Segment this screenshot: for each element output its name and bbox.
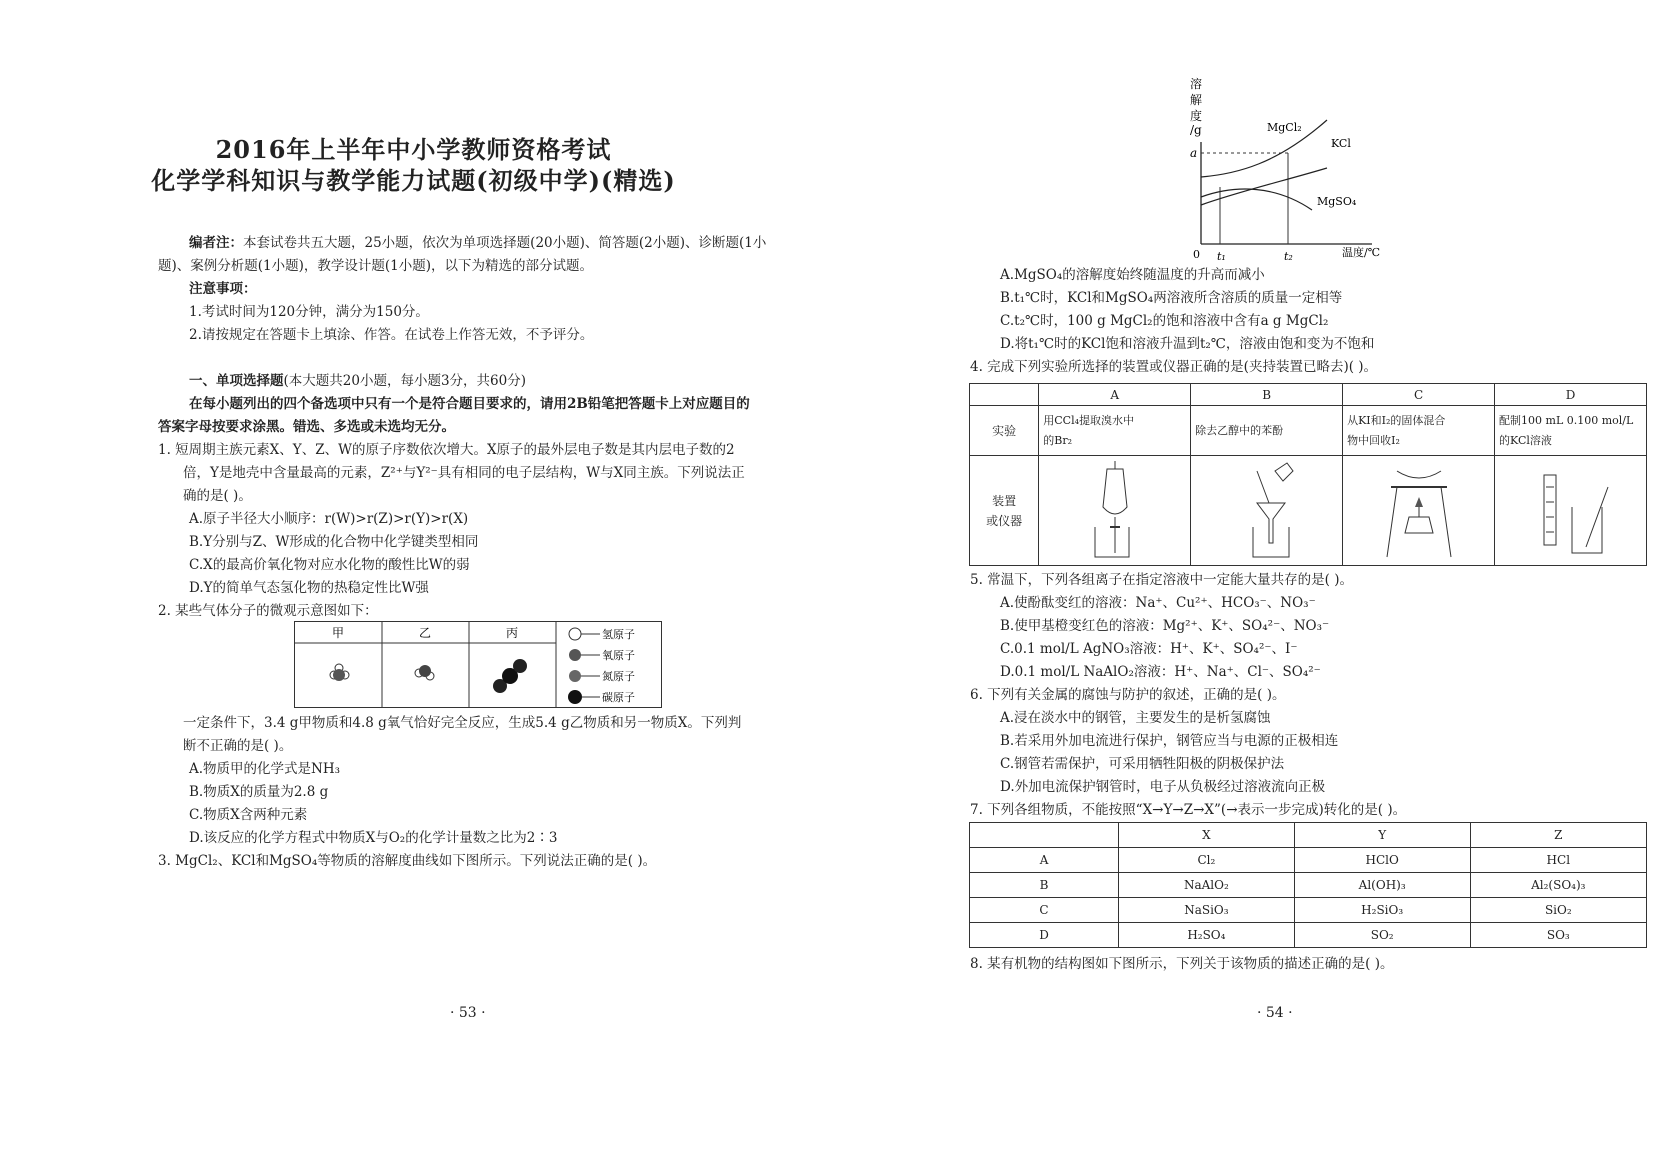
editor-note-text: 本套试卷共五大题，25小题，依次为单项选择题(20小题)、简答题(2小题)、诊断题(1小 [243,235,767,251]
legend-carbon: 碳原子 [602,691,635,704]
separatory-funnel-icon [1065,457,1165,561]
legend-hydrogen: 氢原子 [602,628,635,641]
q2-stem: 2. 某些气体分子的微观示意图如下： [158,603,378,619]
filtration-setup-icon [1217,457,1317,561]
molecule-jia-nh3 [330,664,349,681]
q7-row-b-x: NaAlO₂ [1119,873,1295,898]
solubility-chart [1167,74,1547,264]
q7-row-a-z: HCl [1470,848,1646,873]
editor-note-label: 编者注： [189,235,243,251]
sublimation-setup-icon [1369,457,1469,561]
q5-stem: 5. 常温下，下列各组离子在指定溶液中一定能大量共存的是( )。 [970,572,1353,588]
q6-option-b: B.若采用外加电流进行保护，钢管应当与电源的正极相连 [1000,733,1339,749]
molecule-label-jia: 甲 [331,626,345,640]
q7-row-d-x: H₂SO₄ [1119,923,1295,948]
q2-option-b: B.物质X的质量为2.8 g [189,784,329,800]
legend-carbon-icon [568,690,582,704]
legend-hydrogen-icon [569,628,581,640]
notice-title: 注意事项： [189,281,257,297]
q7-row-a-x: Cl₂ [1119,848,1295,873]
exam-subtitle: 化学学科知识与教学能力试题(初级中学)(精选) [151,166,676,195]
q7-stem: 7. 下列各组物质，不能按照“X→Y→Z→X”(→表示一步完成)转化的是( )。 [970,802,1407,818]
q4-apparatus-a [1039,456,1191,566]
molecule-bing-co2 [493,659,527,693]
instructions-1: 在每小题列出的四个备选项中只有一个是符合题目要求的，请用2B铅笔把答题卡上对应题目的 [189,396,750,412]
q3-option-a: A.MgSO₄的溶解度始终随温度的升高而减小 [1000,267,1265,283]
q4-row-label-experiment: 实验 [970,406,1039,456]
q4-header-a: A [1039,384,1191,406]
q7-row-c-y: H₂SiO₃ [1294,898,1470,923]
q4-cell-a-line2: 的Br₂ [1043,433,1073,447]
q4-apparatus-c [1343,456,1495,566]
section-title: 一、单项选择题 [189,373,284,389]
q7-row-c-label: C [970,898,1119,923]
q4-cell-b-line1: 除去乙醇中的苯酚 [1195,423,1284,437]
q4-apparatus-d [1495,456,1647,566]
molecule-figure [294,621,662,708]
q6-option-a: A.浸在淡水中的钢管，主要发生的是析氢腐蚀 [1000,710,1271,726]
q1-stem-1: 1. 短周期主族元素X、Y、Z、W的原子序数依次增大。X原子的最外层电子数是其内层电子数的2 [158,442,735,458]
q4-stem: 4. 完成下列实验所选择的装置或仪器正确的是(夹持装置已略去)( )。 [970,359,1378,375]
table-row [970,923,1647,948]
q4-header-c: C [1343,384,1495,406]
q1-option-d: D.Y的简单气态氢化物的热稳定性比W强 [189,580,429,596]
page-number-right: · 54 · [1257,1005,1293,1021]
page-number-left: · 53 · [450,1005,486,1021]
q7-row-b-label: B [970,873,1119,898]
q8-stem: 8. 某有机物的结构图如下图所示，下列关于该物质的描述正确的是( )。 [970,956,1394,972]
y-axis-label-1: 溶 [1190,77,1203,91]
q7-table [969,822,1647,948]
q6-option-c: C.钢管若需保护，可采用牺牲阳极的阴极保护法 [1000,756,1285,772]
q7-header-y: Y [1294,823,1470,848]
legend-nitrogen-icon [569,670,581,682]
q4-apparatus-label-2: 或仪器 [986,513,1023,528]
a-tick-label: a [1190,146,1198,160]
q4-cell-d-line2: 的KCl溶液 [1499,433,1552,447]
q1-option-c: C.X的最高价氧化物对应水化物的酸性比W的弱 [189,557,470,573]
mgcl2-label: MgCl₂ [1267,121,1302,134]
q7-row-d-z: SO₃ [1470,923,1646,948]
molecule-label-yi: 乙 [418,626,432,640]
q4-header-d: D [1495,384,1647,406]
q4-cell-c [1343,406,1495,456]
q7-row-a-y: HClO [1294,848,1470,873]
q2-body-1: 一定条件下，3.4 g甲物质和4.8 g氧气恰好完全反应，生成5.4 g乙物质和另一物质X。下列判 [183,715,742,731]
section-detail: (本大题共20小题，每小题3分，共60分) [283,373,526,389]
notice-1: 1.考试时间为120分钟，满分为150分。 [189,304,429,320]
legend-oxygen-icon [569,649,581,661]
q4-cell-b [1191,406,1343,456]
q3-stem: 3. MgCl₂、KCl和MgSO₄等物质的溶解度曲线如下图所示。下列说法正确的是( )。 [158,853,657,869]
y-axis-unit: /g [1190,123,1202,137]
legend-nitrogen: 氮原子 [602,670,635,683]
q5-option-c: C.0.1 mol/L AgNO₃溶液：H⁺、K⁺、SO₄²⁻、I⁻ [1000,641,1298,657]
kcl-label: KCl [1331,137,1351,150]
editor-note-cont: 题)、案例分析题(1小题)，教学设计题(1小题)，以下为精选的部分试题。 [158,258,594,274]
q7-row-c-x: NaSiO₃ [1119,898,1295,923]
q4-table [969,383,1647,566]
q1-option-b: B.Y分别与Z、W形成的化合物中化学键类型相同 [189,534,479,550]
q2-body-2: 断不正确的是( )。 [183,738,293,754]
q7-header-blank [970,823,1119,848]
table-row [970,873,1647,898]
legend-oxygen: 氧原子 [602,649,635,662]
q6-option-d: D.外加电流保护钢管时，电子从负极经过溶液流向正极 [1000,779,1326,795]
table-row [970,898,1647,923]
q5-option-b: B.使甲基橙变红色的溶液：Mg²⁺、K⁺、SO₄²⁻、NO₃⁻ [1000,618,1330,634]
q4-cell-d [1495,406,1647,456]
q7-row-a-label: A [970,848,1119,873]
q4-cell-a [1039,406,1191,456]
instructions-2: 答案字母按要求涂黑。错选、多选或未选均无分。 [158,419,455,435]
q4-cell-c-line1: 从KI和I₂的固体混合 [1347,413,1446,427]
q4-apparatus-b [1191,456,1343,566]
q4-header-b: B [1191,384,1343,406]
mgso4-label: MgSO₄ [1317,195,1357,208]
q4-corner [970,384,1039,406]
q4-cell-a-line1: 用CCl₄提取溴水中 [1043,413,1135,427]
q1-stem-3: 确的是( )。 [183,488,252,504]
t2-label: t₂ [1284,250,1293,263]
editor-note [189,234,766,252]
q6-stem: 6. 下列有关金属的腐蚀与防护的叙述，正确的是( )。 [970,687,1286,703]
q7-row-b-z: Al₂(SO₄)₃ [1470,873,1646,898]
q5-option-a: A.使酚酞变红的溶液：Na⁺、Cu²⁺、HCO₃⁻、NO₃⁻ [1000,595,1316,611]
notice-2: 2.请按规定在答题卡上填涂、作答。在试卷上作答无效，不予评分。 [189,327,594,343]
volumetric-glassware-icon [1516,457,1626,561]
section-heading [189,372,526,390]
molecule-label-bing: 丙 [505,626,519,640]
q4-cell-c-line2: 物中回收I₂ [1347,433,1400,447]
x-axis-label: 温度/℃ [1342,246,1381,259]
table-row [970,848,1647,873]
q3-option-d: D.将t₁℃时的KCl饱和溶液升温到t₂℃，溶液由饱和变为不饱和 [1000,336,1375,352]
q3-option-c: C.t₂℃时，100 g MgCl₂的饱和溶液中含有a g MgCl₂ [1000,313,1329,329]
q2-option-c: C.物质X含两种元素 [189,807,308,823]
q4-row-label-apparatus [970,456,1039,566]
y-axis-label-2: 解 [1190,93,1203,107]
q5-option-d: D.0.1 mol/L NaAlO₂溶液：H⁺、Na⁺、Cl⁻、SO₄²⁻ [1000,664,1321,680]
q7-header-z: Z [1470,823,1646,848]
right-page [827,0,1654,1170]
mgcl2-curve [1201,120,1327,177]
q2-option-a: A.物质甲的化学式是NH₃ [189,761,341,777]
exam-title: 2016年上半年中小学教师资格考试 [215,135,612,164]
q3-option-b: B.t₁℃时，KCl和MgSO₄两溶液所含溶质的质量一定相等 [1000,290,1343,306]
y-axis-label-3: 度 [1190,109,1203,123]
q1-option-a: A.原子半径大小顺序：r(W)>r(Z)>r(Y)>r(X) [189,511,469,527]
q7-row-d-label: D [970,923,1119,948]
q4-cell-d-line1: 配制100 mL 0.100 mol/L [1499,413,1634,427]
q7-header-x: X [1119,823,1295,848]
q2-option-d: D.该反应的化学方程式中物质X与O₂的化学计量数之比为2∶3 [189,830,558,846]
molecule-yi-h2o [415,665,434,680]
q7-row-c-z: SiO₂ [1470,898,1646,923]
q7-row-b-y: Al(OH)₃ [1294,873,1470,898]
q4-apparatus-label-1: 装置 [992,493,1017,508]
q1-stem-2: 倍，Y是地壳中含量最高的元素，Z²⁺与Y²⁻具有相同的电子层结构，W与X同主族。下列说法正 [183,465,745,481]
t1-label: t₁ [1217,250,1226,263]
q7-row-d-y: SO₂ [1294,923,1470,948]
origin-label: 0 [1193,248,1200,261]
